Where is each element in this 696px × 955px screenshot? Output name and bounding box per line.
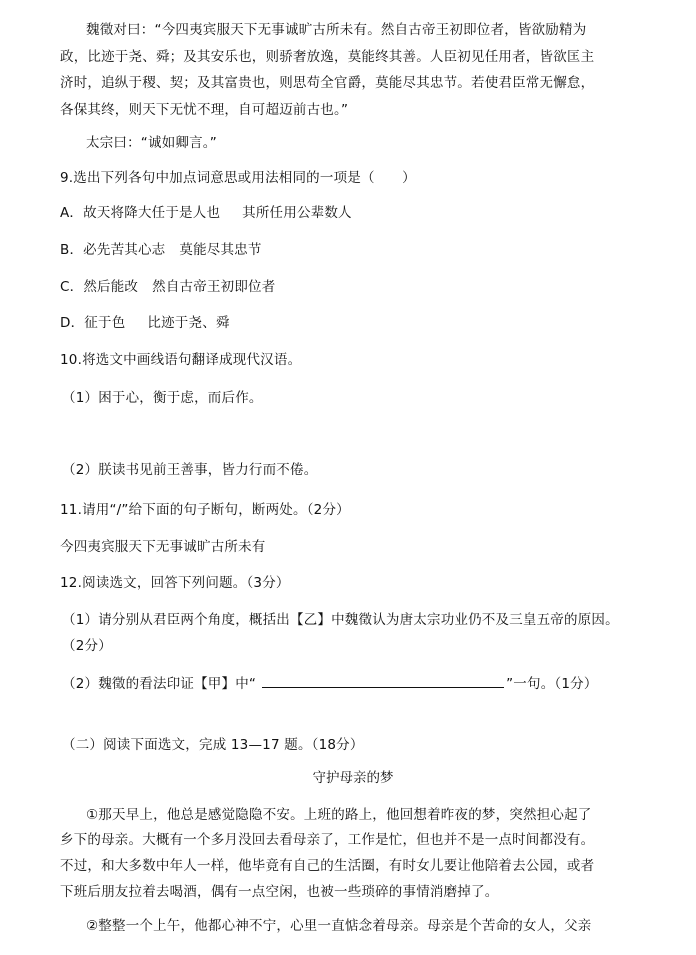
q12-item-2-prefix: （2）魏徵的看法印证【甲】中“: [62, 676, 257, 692]
option-second: 莫能尽其忠节: [179, 242, 262, 258]
q11-sentence: 今四夷宾服天下无事诚旷古所未有: [60, 539, 266, 555]
option-second: 比迹于尧、舜: [147, 315, 230, 331]
option-first: 征于色: [84, 315, 126, 331]
para2-line-1: ②整整一个上午，他都心神不宁，心里一直惦念着母亲。母亲是个苦命的女人，父亲: [86, 918, 592, 934]
passage-line-1: 魏徵对曰：“今四夷宾服天下无事诚旷古所未有。然自古帝王初即位者，皆欲励精为: [86, 22, 587, 38]
q9-stem: 9.选出下列各句中加点词意思或用法相同的一项是（ ）: [60, 170, 416, 186]
q12-item-2: [62, 673, 598, 693]
option-label: A．: [60, 205, 84, 221]
article-title: 守护母亲的梦: [312, 770, 394, 786]
option-first: 必先苦其心志: [83, 242, 166, 258]
answer-blank[interactable]: [262, 673, 504, 688]
option-second: 然自古帝王初即位者: [152, 279, 276, 295]
q12-item-1: （1）请分别从君臣两个角度，概括出【乙】中魏徵认为唐太宗功业仍不及三皇五帝的原因。: [62, 612, 619, 628]
q12-item-2-suffix: ”一句。（1分）: [506, 676, 598, 692]
para1-line-2: 乡下的母亲。大概有一个多月没回去看母亲了，工作是忙，但也并不是一点时间都没有。: [60, 832, 595, 848]
q9-option-b: [60, 240, 262, 260]
para1-line-3: 不过，和大多数中年人一样，他毕竟有自己的生活圈，有时女儿要让他陪着去公园，或者: [60, 858, 595, 874]
q10-item-1: （1）困于心，衡于虑，而后作。: [62, 390, 263, 406]
q10-item-2: （2）朕读书见前王善事，皆力行而不倦。: [62, 462, 318, 478]
option-first: 故天将降大任于是人也: [83, 205, 221, 221]
option-label: D．: [60, 315, 85, 331]
q12-stem: 12.阅读选文，回答下列问题。（3分）: [60, 575, 290, 591]
q9-option-d: [60, 313, 230, 333]
taizong-reply: 太宗曰：“诚如卿言。”: [86, 135, 217, 151]
option-first: 然后能改: [83, 279, 139, 295]
option-label: B．: [60, 242, 84, 258]
passage-line-4: 各保其终，则天下无忧不理，自可超迈前古也。”: [60, 102, 349, 118]
q10-stem: 10.将选文中画线语句翻译成现代汉语。: [60, 352, 302, 368]
passage-line-2: 政，比迹于尧、舜；及其安乐也，则骄奢放逸，莫能终其善。人臣初见任用者，皆欲匡主: [60, 49, 595, 65]
para1-line-4: 下班后朋友拉着去喝酒，偶有一点空闲，也被一些琐碎的事情消磨掉了。: [60, 884, 499, 900]
section2-heading: （二）阅读下面选文，完成 13—17 题。（18分）: [62, 737, 364, 753]
passage-line-3: 济时，追纵于稷、契；及其富贵也，则思苟全官爵，莫能尽其忠节。若使君臣常无懈怠，: [60, 75, 595, 91]
q9-option-a: [60, 203, 352, 223]
q9-option-c: [60, 277, 275, 297]
para1-line-1: ①那天早上，他总是感觉隐隐不安。上班的路上，他回想着昨夜的梦，突然担心起了: [86, 807, 592, 823]
option-second: 其所任用公辈数人: [242, 205, 352, 221]
q12-item-1-score: （2分）: [62, 638, 112, 654]
option-label: C．: [60, 279, 84, 295]
q11-stem: 11.请用“/”给下面的句子断句，断两处。（2分）: [60, 502, 350, 518]
